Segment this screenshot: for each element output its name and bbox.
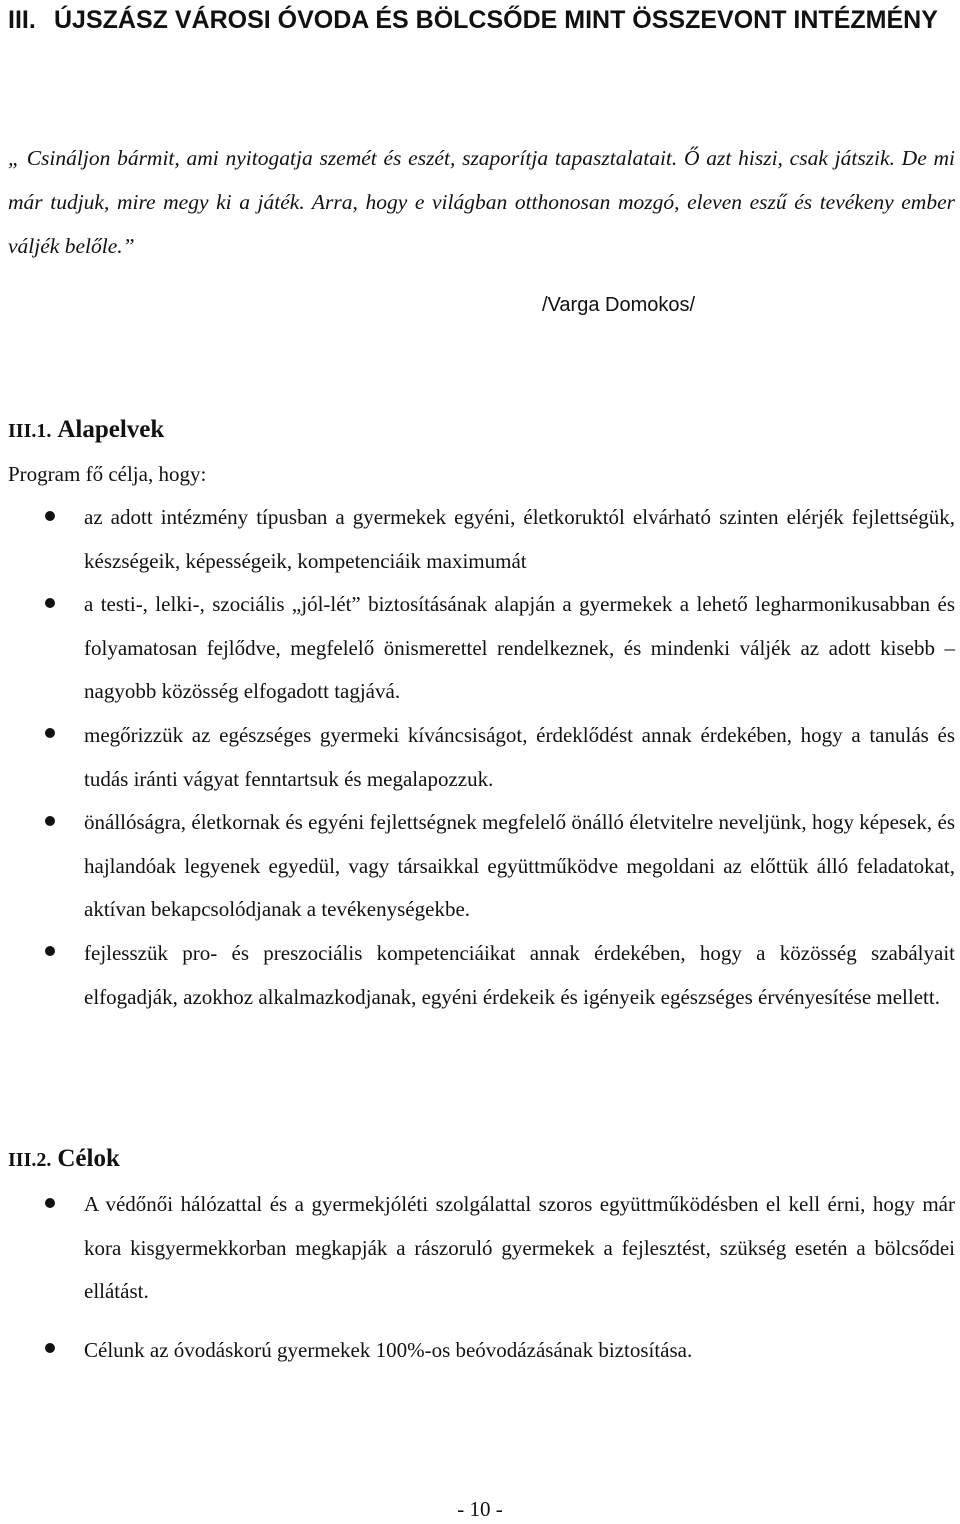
list-item [0,801,955,932]
list-item-text: A védőnői hálózattal és a gyermekjóléti szolgálattal szoros együttműködésben el kell érni, hogy már kora kisgyermekkorban megkapják a rászoruló gyermekek a fejlesztést, szükség esetén a bölcsődei ellátást. [84,1192,955,1304]
list-item-text: megőrizzük az egészséges gyermeki kíváncsiságot, érdeklődést annak érdekében, hogy a tanulás és tudás iránti vágyat fenntartsuk és megalapozzuk. [84,722,955,791]
section-title: Célok [57,1145,120,1172]
list-item-text: fejlesszük pro- és preszociális kompetenciáikat annak érdekében, hogy a közösség szabályait elfogadják, azokhoz alkalmazkodjanak, egyéni érdekeik és igényeik egészséges érvényesítése mellett. [84,940,955,1009]
bullet-icon [45,511,55,521]
list-item-text: Célunk az óvodáskorú gyermekek 100%-os beóvodázásának biztosítása. [84,1337,693,1362]
section-number: III.1. [8,420,52,442]
chapter-title [8,4,958,37]
list-item [0,1329,955,1373]
motto-quote: „ Csináljon bármit, ami nyitogatja szemét és eszét, szaporítja tapasztalatait. Ő azt hiszi, csak játszik. De mi már tudjuk, mire megy ki a játék. Arra, hogy e világban otthonosan mozgó, eleven eszű és tevékeny ember váljék belőle.” [8,146,955,258]
section-intro: Program fő célja, hogy: [8,462,207,486]
goals-list [0,1183,955,1372]
section-title: Alapelvek [57,416,165,443]
motto-author: /Varga Domokos/ [542,294,696,316]
chapter-number: III. [8,6,36,34]
section-heading-alapelvek [8,413,164,448]
page-number: - 10 - [457,1497,503,1521]
list-item-text: az adott intézmény típusban a gyermekek egyéni, életkoruktól elvárható szinten elérjék fejlettségük, készségeik, képességeik, kompetenciáik maximumát [84,505,955,573]
bullet-icon [45,1198,55,1208]
list-item-text: önállóságra, életkornak és egyéni fejlettségnek megfelelő önálló életvitelre neveljünk, hogy képesek, és hajlandóak legyenek egyedül, vagy társaikkal együttműködve megoldani az előttük álló feladatokat, aktívan bekapcsolódjanak a tevékenységekbe. [84,810,955,922]
list-item-text: a testi-, lelki-, szociális „jól-lét” biztosításának alapján a gyermekek a lehető legharmonikusabban és folyamatosan fejlődve, megfelelő önismerettel rendelkeznek, és mindenki váljék az adott kisebb – nagyobb közösség elfogadott tagjává. [84,592,955,704]
section-number: III.2. [8,1149,52,1171]
list-item [0,714,955,801]
principles-list [0,496,955,1019]
bullet-icon [45,598,55,608]
section-heading-celok [8,1142,120,1177]
bullet-icon [45,946,55,956]
list-item [0,496,955,583]
chapter-title-text: ÚJSZÁSZ VÁROSI ÓVODA ÉS BÖLCSŐDE MINT ÖSSZEVONT INTÉZMÉNY [54,6,938,34]
bullet-icon [45,1343,55,1353]
list-item [0,583,955,714]
list-item [0,932,955,1019]
bullet-icon [45,728,55,738]
bullet-icon [45,816,55,826]
list-item [0,1183,955,1314]
